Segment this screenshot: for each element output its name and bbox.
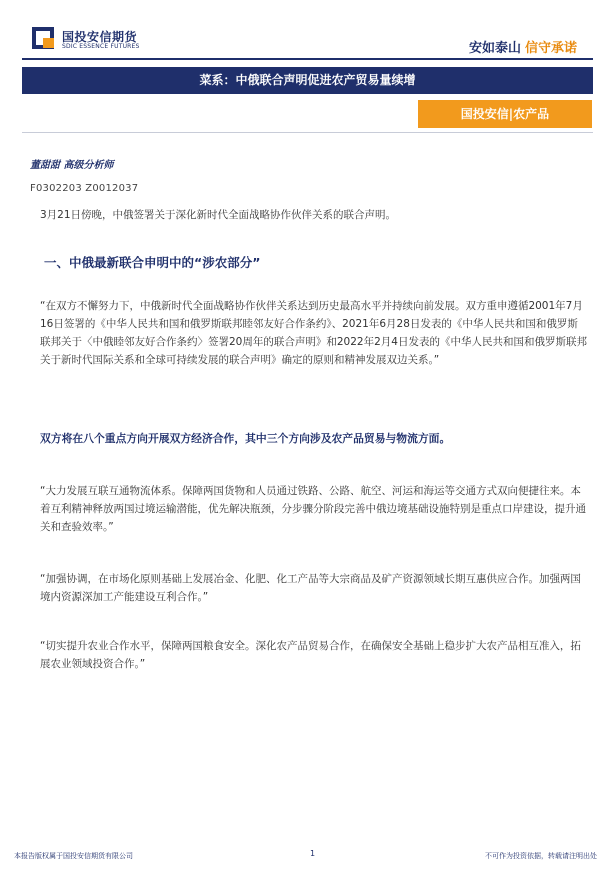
report-title: 菜系：中俄联合声明促进农产贸易量续增 [22,67,593,94]
company-logo [32,24,152,54]
slogan [469,37,577,56]
section-heading: 一、中俄最新联合申明中的“涉农部分” [44,255,261,270]
quote-paragraph-2: “大力发展互联互通物流体系。保障两国货物和人员通过铁路、公路、航空、河运和海运等交通方式双向便捷往来。本着互利精神释放两国过境运输潜能，优先解决瓶颈，分步骤分阶段完善中俄边境基础设施特别是重点口岸建设，提升通关和查验效率。” [40,485,586,533]
section-divider [22,132,593,133]
logo-english-name: SDIC ESSENCE FUTURES [62,43,140,50]
quote-paragraph-4: “切实提升农业合作水平，保障两国粮食安全。深化农产品贸易合作，在确保安全基础上稳步扩大农产品相互准入，拓展农业领域投资合作。” [40,640,581,670]
quote-paragraph-1: “在双方不懈努力下，中俄新时代全面战略协作伙伴关系达到历史最高水平并持续向前发展。双方重申遵循2001年7月16日签署的《中华人民共和国和俄罗斯联邦睦邻友好合作条约》、2021年6月28日发表的《中华人民共和国和俄罗斯联邦关于〈中俄睦邻友好合作条约〉签署20周年的联合声明》和2022年2月4日发表的《中华人民共和国和俄罗斯联邦关于新时代国际关系和全球可持续发展的联合声明》确定的原则和精神发展双边关系。” [40,300,587,366]
category-tag: 国投安信|农产品 [418,100,592,128]
author-name: 董甜甜 高级分析师 [30,160,114,171]
author-certificates: F0302203 Z0012037 [30,183,139,194]
quote-paragraph-3: “加强协调，在市场化原则基础上发展冶金、化肥、化工产品等大宗商品及矿产资源领域长期互惠供应合作。加强两国境内资源深加工产能建设互利合作。” [40,573,581,603]
footer-copyright: 本报告版权属于国投安信期货有限公司 [14,852,133,860]
subsection-heading: 双方将在八个重点方向开展双方经济合作，其中三个方向涉及农产品贸易与物流方面。 [40,432,451,445]
slogan-part1: 安如泰山 [468,41,521,56]
logo-chinese-name: 国投安信期货 [62,30,138,44]
logo-mark-icon [32,26,56,50]
slogan-part2: 信守承诺 [524,41,577,56]
page-number: 1 [310,849,316,858]
header-divider [22,58,593,60]
intro-text: 3月21日傍晚，中俄签署关于深化新时代全面战略协作伙伴关系的联合声明。 [40,209,397,221]
footer-disclaimer: 不可作为投资依据，转载请注明出处 [485,852,597,860]
